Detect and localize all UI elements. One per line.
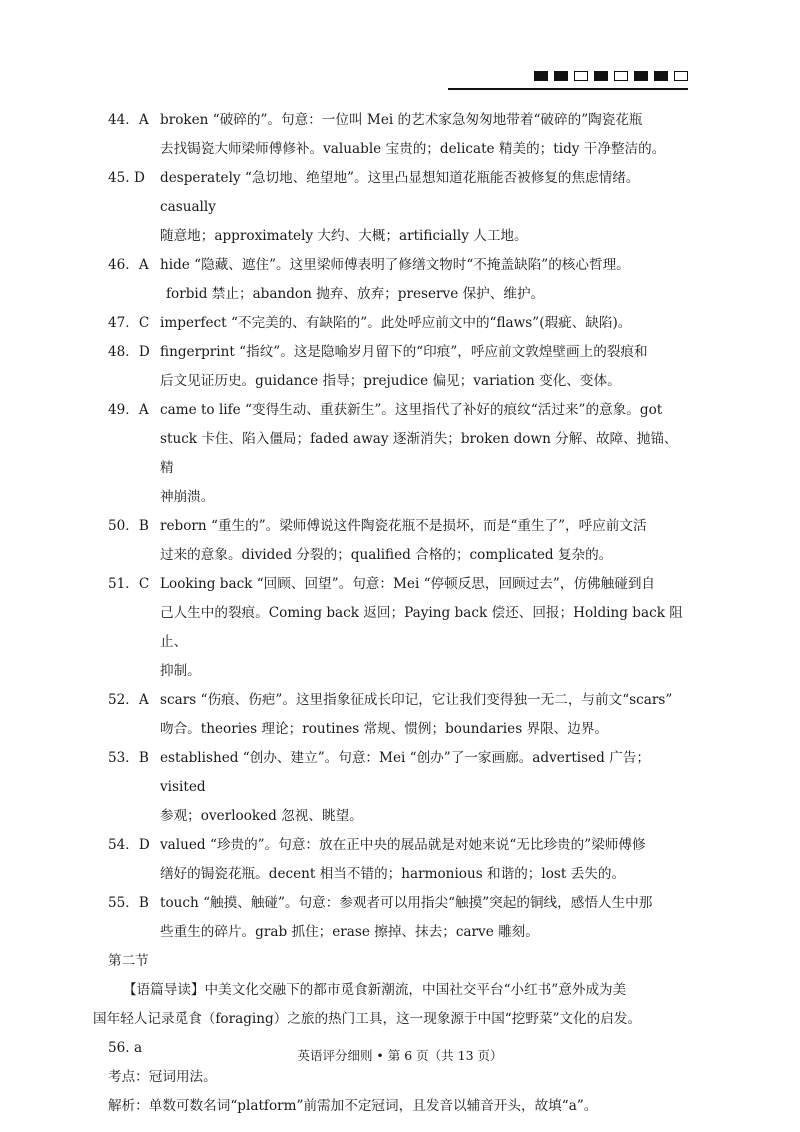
section-title: 第二节 [108, 953, 149, 969]
reading-guide-line-2: 国年轻人记录觅食（foraging）之旅的热门工具，这一现象源于中国“挖野菜”文化的启发。 [93, 1011, 642, 1027]
answer-explanation [160, 251, 688, 309]
reading-guide-line-1: 【语篇导读】中美文化交融下的都市觅食新潮流，中国社交平台“小红书”意外成为美 [122, 982, 627, 998]
explanation-line: 己人生中的裂痕。Coming back 返回；Paying back 偿还、回报；Holding back 阻止、 [160, 605, 683, 650]
answer-item [108, 889, 688, 947]
explanation-line: 抑制。 [160, 663, 201, 679]
header-mark [614, 71, 628, 81]
answer-explanation [160, 831, 688, 889]
answer-number: 45. D [108, 170, 145, 186]
header-mark [654, 71, 668, 81]
explanation-line: 神崩溃。 [160, 489, 215, 505]
answer-list [108, 106, 688, 947]
explanation-line: broken “破碎的”。句意：一位叫 Mei 的艺术家急匆匆地带着“破碎的”陶瓷花瓶 [160, 112, 643, 128]
answer-number: 51．C [108, 576, 150, 592]
explanation-line: came to life “变得生动、重获新生”。这里指代了补好的痕纹“活过来”的意象。got [160, 402, 663, 418]
explanation-line: 后文见证历史。guidance 指导；prejudice 偏见；variation 变化、变体。 [160, 373, 621, 389]
answer-item [108, 106, 688, 164]
answer-explanation [160, 889, 688, 947]
answer-explanation [160, 338, 688, 396]
answer-item [108, 744, 688, 831]
explanation-line: 吻合。theories 理论；routines 常规、惯例；boundaries 界限、边界。 [160, 721, 609, 737]
answer-explanation [160, 744, 688, 831]
header-mark [674, 71, 688, 81]
header-mark [534, 71, 548, 81]
explanation-line: desperately “急切地、绝望地”。这里凸显想知道花瓶能否被修复的焦虑情绪。casually [160, 170, 640, 215]
answer-number: 52．A [108, 692, 149, 708]
answer-item [108, 309, 688, 338]
answer-item [108, 338, 688, 396]
explanation-line: reborn “重生的”。梁师傅说这件陶瓷花瓶不是损坏，而是“重生了”，呼应前文活 [160, 518, 647, 534]
answer-explanation [160, 106, 688, 164]
answer-item [108, 686, 688, 744]
answer-item [108, 570, 688, 686]
header-marks [534, 71, 688, 81]
answer-number: 53．B [108, 750, 149, 766]
answer-item [108, 251, 688, 309]
question-56-answer: 56. a [108, 1040, 143, 1056]
answer-number: 50．B [108, 518, 149, 534]
answer-explanation [160, 570, 688, 686]
explanation-line: Looking back “回顾、回望”。句意：Mei “停顿反思，回顾过去”，仿佛触碰到自 [160, 576, 656, 592]
answer-item [108, 512, 688, 570]
explanation-line: 参观；overlooked 忽视、眺望。 [160, 808, 363, 824]
explanation-line: valued “珍贵的”。句意：放在正中央的展品就是对她来说“无比珍贵的”梁师傅修 [160, 837, 646, 853]
explanation-line: stuck 卡住、陷入僵局；faded away 逐渐消失；broken down 分解、故障、抛锚、精 [160, 431, 678, 476]
answer-item [108, 831, 688, 889]
answer-explanation [160, 686, 688, 744]
answer-number: 48．D [108, 344, 150, 360]
answer-number: 55．B [108, 895, 149, 911]
answer-explanation [160, 164, 688, 251]
question-56-point: 考点：冠词用法。 [108, 1069, 217, 1085]
question-56-analysis: 解析：单数可数名词“platform”前需加不定冠词，且发音以辅音开头，故填“a”。 [108, 1098, 598, 1114]
answer-explanation [160, 512, 688, 570]
document-body [93, 106, 688, 1121]
explanation-line: imperfect “不完美的、有缺陷的”。此处呼应前文中的“flaws”(瑕疵、缺陷)。 [160, 315, 632, 331]
answer-number: 44．A [108, 112, 149, 128]
explanation-line: scars “伤痕、伤疤”。这里指象征成长印记，它让我们变得独一无二，与前文“scars” [160, 692, 673, 708]
header-mark [574, 71, 588, 81]
explanation-line: 随意地；approximately 大约、大概；artificially 人工地。 [160, 228, 528, 244]
header-mark [634, 71, 648, 81]
answer-number: 54．D [108, 837, 150, 853]
answer-explanation [160, 309, 688, 338]
explanation-line: touch “触摸、触碰”。句意：参观者可以用指尖“触摸”突起的铜线，感悟人生中那 [160, 895, 653, 911]
header-rule [448, 88, 688, 90]
explanation-line: hide “隐藏、遮住”。这里梁师傅表明了修缮文物时“不掩盖缺陷”的核心哲理。 [160, 257, 630, 273]
page-footer: 英语评分细则 • 第 6 页（共 13 页） [297, 1048, 503, 1063]
answer-item [108, 164, 688, 251]
answer-item [108, 396, 688, 512]
reading-guide [93, 976, 688, 1034]
answer-number: 47．C [108, 315, 150, 331]
explanation-line: 缮好的锔瓷花瓶。decent 相当不错的；harmonious 和谐的；lost 丢失的。 [160, 866, 626, 882]
answer-number: 46．A [108, 257, 149, 273]
explanation-line: fingerprint “指纹”。这是隐喻岁月留下的“印痕”，呼应前文敦煌壁画上的裂痕和 [160, 344, 648, 360]
explanation-line: forbid 禁止；abandon 抛弃、放弃；preserve 保护、维护。 [166, 286, 545, 302]
header-mark [594, 71, 608, 81]
explanation-line: 去找锔瓷大师梁师傅修补。valuable 宝贵的；delicate 精美的；tidy 干净整洁的。 [160, 141, 666, 157]
explanation-line: established “创办、建立”。句意：Mei “创办”了一家画廊。advertised 广告；visited [160, 750, 650, 795]
explanation-line: 些重生的碎片。grab 抓住；erase 擦掉、抹去；carve 雕刻。 [160, 924, 539, 940]
answer-explanation [160, 396, 688, 512]
explanation-line: 过来的意象。divided 分裂的；qualified 合格的；complicated 复杂的。 [160, 547, 613, 563]
answer-number: 49．A [108, 402, 149, 418]
header-mark [554, 71, 568, 81]
